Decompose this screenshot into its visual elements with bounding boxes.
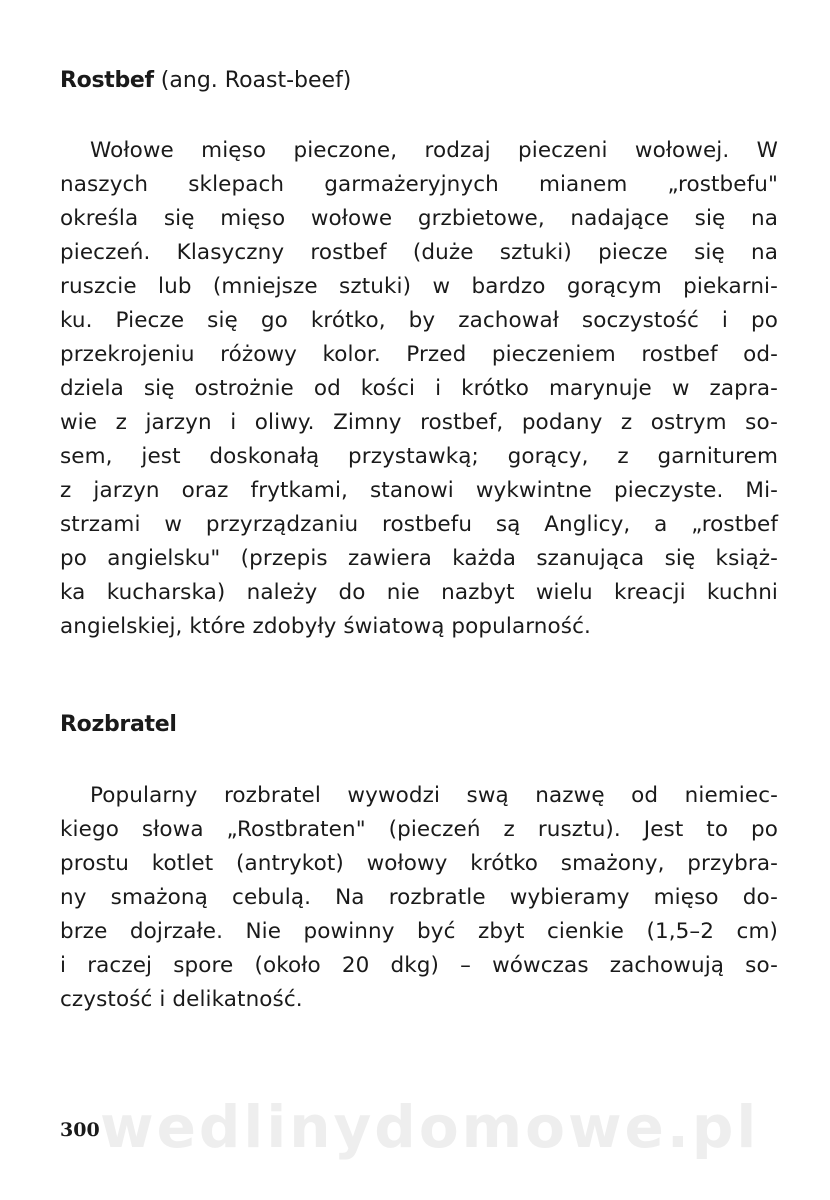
text-line: przekrojeniu różowy kolor. Przed pieczeniem rostbef od- [60, 342, 778, 367]
text-line: określa się mięso wołowe grzbietowe, nadające się na [60, 206, 778, 231]
text-line: Wołowe mięso pieczone, rodzaj pieczeni wołowej. W [90, 138, 778, 163]
text-line: i raczej spore (około 20 dkg) – wówczas zachowują so- [60, 953, 778, 978]
text-line: dziela się ostrożnie od kości i krótko marynuje w zapra- [60, 376, 778, 401]
text-line: czystość i delikatność. [60, 987, 303, 1012]
text-line: pieczeń. Klasyczny rostbef (duże sztuki) piecze się na [60, 240, 778, 265]
text-line: Popularny rozbratel wywodzi swą nazwę od niemiec- [90, 783, 778, 808]
text-line: ruszcie lub (mniejsze sztuki) w bardzo gorącym piekarni- [60, 274, 778, 299]
text-line: strzami w przyrządzaniu rostbefu są Anglicy, a „rostbef [60, 512, 778, 537]
text-line: sem, jest doskonałą przystawką; gorący, z garniturem [60, 444, 778, 469]
text-line: ka kucharska) należy do nie nazbyt wielu kreacji kuchni [60, 580, 778, 605]
page-number: 300 [60, 1119, 100, 1141]
text-line: kiego słowa „Rostbraten" (pieczeń z rusztu). Jest to po [60, 817, 778, 842]
text-line: prostu kotlet (antrykot) wołowy krótko smażony, przybra- [60, 851, 778, 876]
text-line: z jarzyn oraz frytkami, stanowi wykwintne pieczyste. Mi- [60, 478, 778, 503]
text-line: ku. Piecze się go krótko, by zachował soczystość i po [60, 308, 778, 333]
watermark: wedlinydomowe.pl [100, 1093, 760, 1161]
entry-title-rostbef [60, 66, 351, 96]
text-line: wie z jarzyn i oliwy. Zimny rostbef, podany z ostrym so- [60, 410, 778, 435]
entry-title-rozbratel [60, 710, 177, 740]
text-line: ny smażoną cebulą. Na rozbratle wybieramy mięso do- [60, 885, 778, 910]
entry-note: (ang. Roast-beef) [153, 68, 352, 93]
text-line: po angielsku" (przepis zawiera każda szanująca się książ- [60, 546, 778, 571]
text-line: brze dojrzałe. Nie powinny być zbyt cienkie (1,5–2 cm) [60, 919, 778, 944]
entry-term: Rostbef [60, 68, 154, 93]
entry-term: Rozbratel [60, 712, 177, 737]
text-line: naszych sklepach garmażeryjnych mianem „rostbefu" [60, 172, 778, 197]
text-line: angielskiej, które zdobyły światową popularność. [60, 614, 591, 639]
